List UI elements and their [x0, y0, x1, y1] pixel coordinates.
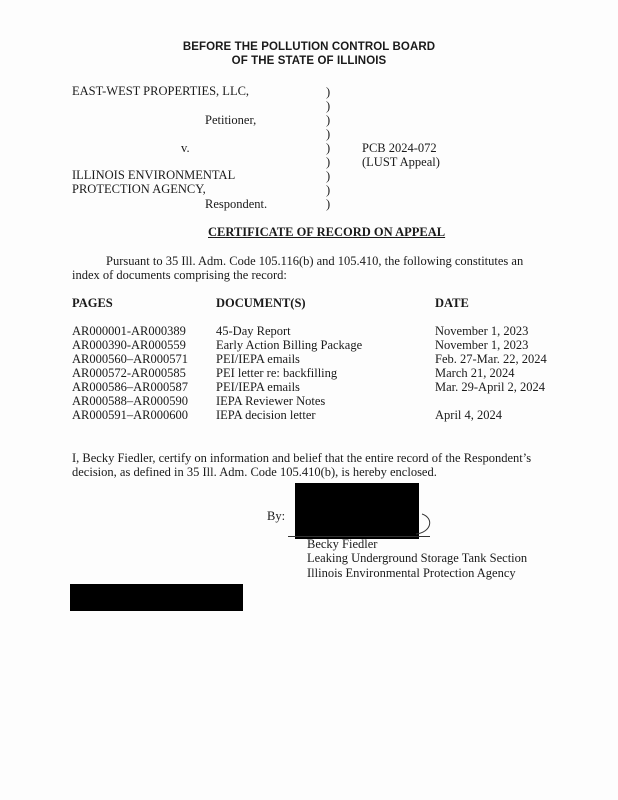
row-document: PEI letter re: backfilling	[216, 366, 338, 380]
caption-bracket: )	[326, 85, 331, 99]
caption-bracket: )	[326, 169, 331, 183]
respondent-role: Respondent.	[205, 197, 268, 211]
caption-bracket: )	[326, 99, 331, 113]
row-pages: AR000588–AR000590	[72, 394, 188, 408]
certificate-title: CERTIFICATE OF RECORD ON APPEAL	[208, 225, 446, 239]
caption-bracket: )	[326, 127, 331, 141]
signer-section: Leaking Underground Storage Tank Section	[307, 551, 528, 565]
by-label: By:	[267, 509, 286, 523]
caption-bracket: )	[326, 197, 331, 211]
row-date: November 1, 2023	[435, 338, 529, 352]
row-pages: AR000001-AR000389	[72, 324, 186, 338]
row-date: Feb. 27-Mar. 22, 2024	[435, 352, 547, 366]
row-document: IEPA decision letter	[216, 408, 316, 422]
case-number: PCB 2024-072	[362, 141, 437, 155]
petitioner-role: Petitioner,	[205, 113, 257, 127]
row-document: 45-Day Report	[216, 324, 291, 338]
versus-label: v.	[181, 141, 190, 155]
redacted-block	[70, 584, 243, 611]
caption-bracket: )	[326, 113, 331, 127]
caption-bracket: )	[326, 183, 331, 197]
column-header-date: DATE	[435, 296, 469, 310]
caption-bracket: )	[326, 155, 331, 169]
certification-line1: I, Becky Fiedler, certify on information and belief that the entire record of the Respondent’s	[72, 451, 532, 465]
row-pages: AR000390-AR000559	[72, 338, 186, 352]
row-document: PEI/IEPA emails	[216, 352, 300, 366]
case-type: (LUST Appeal)	[362, 155, 440, 169]
row-date: November 1, 2023	[435, 324, 529, 338]
row-document: PEI/IEPA emails	[216, 380, 300, 394]
board-heading-line2: OF THE STATE OF ILLINOIS	[231, 55, 387, 67]
intro-line1: Pursuant to 35 Ill. Adm. Code 105.116(b) and 105.410, the following constitutes an	[106, 254, 524, 268]
row-pages: AR000560–AR000571	[72, 352, 188, 366]
row-document: Early Action Billing Package	[216, 338, 363, 352]
row-document: IEPA Reviewer Notes	[216, 394, 326, 408]
signer-name: Becky Fiedler	[307, 537, 378, 551]
respondent-name-line2: PROTECTION AGENCY,	[72, 182, 206, 196]
row-pages: AR000591–AR000600	[72, 408, 188, 422]
column-header-pages: PAGES	[72, 296, 113, 310]
row-date: Mar. 29-April 2, 2024	[435, 380, 546, 394]
row-pages: AR000586–AR000587	[72, 380, 188, 394]
row-date: April 4, 2024	[435, 408, 503, 422]
petitioner-name: EAST-WEST PROPERTIES, LLC,	[72, 84, 250, 98]
signature-flourish	[410, 512, 436, 538]
caption-bracket: )	[326, 141, 331, 155]
intro-line2: index of documents comprising the record:	[72, 268, 287, 282]
respondent-name-line1: ILLINOIS ENVIRONMENTAL	[72, 168, 236, 182]
column-header-documents: DOCUMENT(S)	[216, 296, 306, 310]
board-heading-line1: BEFORE THE POLLUTION CONTROL BOARD	[182, 41, 436, 53]
row-date: March 21, 2024	[435, 366, 515, 380]
redacted-signature	[295, 483, 419, 539]
signer-agency: Illinois Environmental Protection Agency	[307, 566, 516, 580]
row-pages: AR000572-AR000585	[72, 366, 186, 380]
certification-line2: decision, as defined in 35 Ill. Adm. Code 105.410(b), is hereby enclosed.	[72, 465, 437, 479]
